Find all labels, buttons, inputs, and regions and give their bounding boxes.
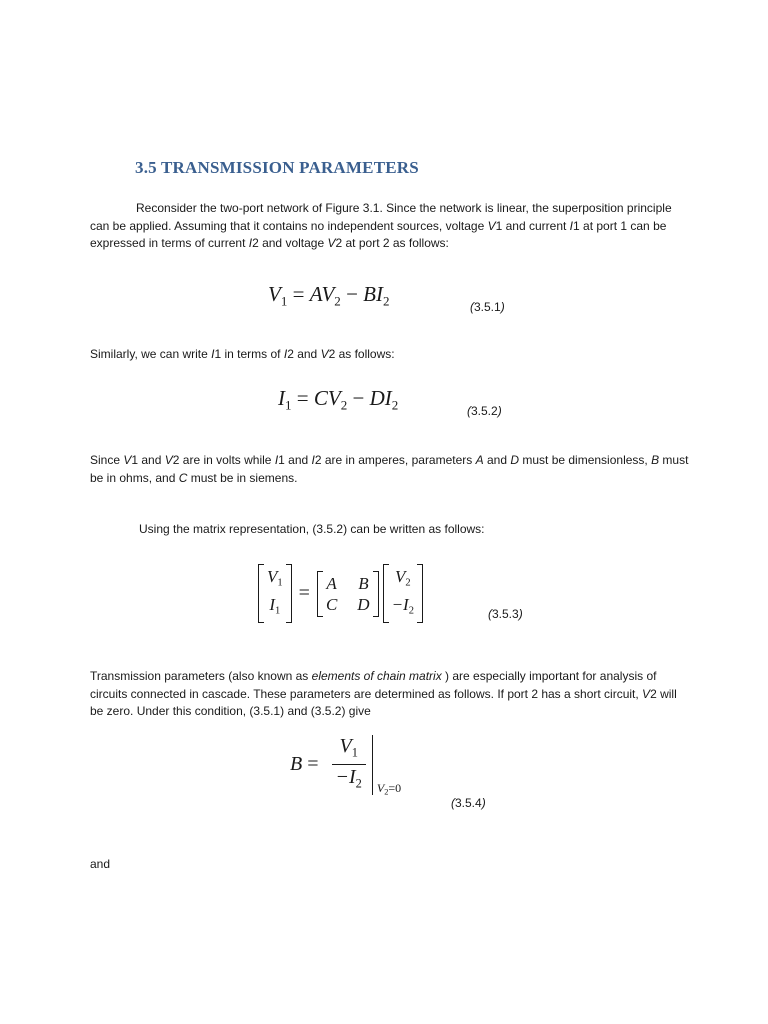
paragraph-intro: Reconsider the two-port network of Figure 3.1. Since the network is linear, the superposition principle can be applied. Assuming that it contains no independent sources, voltage V1 and current I1 at port 1 can be expressed in terms of current I2 and voltage V2 at port 2 as follows: bbox=[90, 201, 672, 250]
equation-number: (3.5.2) bbox=[467, 404, 502, 418]
paragraph-and: and bbox=[90, 857, 111, 871]
equation-3-5-1: $V_1 = AV_2 - BI_2$ bbox=[268, 282, 390, 309]
left-vector: $V_1$ $I_1$ bbox=[258, 564, 292, 623]
paragraph-matrix-intro: Using the matrix representation, (3.5.2) can be written as follows: bbox=[139, 522, 485, 536]
equation-number: (3.5.3) bbox=[488, 607, 523, 621]
paragraph-units: Since V1 and V2 are in volts while I1 and I2 are in amperes, parameters A and D must be dimensionless, B must be in ohms, and C must be in siemens. bbox=[90, 453, 689, 485]
fraction: $\frac{V_1}{-I_2}$ bbox=[332, 734, 366, 796]
paragraph-similarly: Similarly, we can write I1 in terms of I2 and V2 as follows: bbox=[90, 347, 395, 361]
equation-3-5-4: B = $\frac{V_1}{-I_2}$ $V_2=0$ bbox=[290, 735, 402, 797]
section-heading: 3.5 TRANSMISSION PARAMETERS bbox=[135, 158, 419, 177]
evaluation-bar: $V_2=0$ bbox=[372, 735, 373, 795]
equation-number: (3.5.1) bbox=[470, 300, 505, 314]
equation-number: (3.5.4) bbox=[451, 796, 486, 810]
right-vector: $V_2$ $-I_2$ bbox=[383, 564, 423, 623]
transmission-matrix: A B C D bbox=[317, 571, 379, 617]
paragraph-transmission: Transmission parameters (also known as elements of chain matrix ) are especially important for analysis of circuits connected in cascade. These parameters are determined as follows. If port 2 has a short circuit, V2 will be zero. Under this condition, (3.5.1) and (3.5.2) give bbox=[90, 669, 677, 718]
equation-3-5-2: $I_1 = CV_2 - DI_2$ bbox=[278, 386, 399, 413]
equation-3-5-3: $V_1$ $I_1$ = A B C D $V_2$ $-I_2$ bbox=[256, 564, 425, 623]
